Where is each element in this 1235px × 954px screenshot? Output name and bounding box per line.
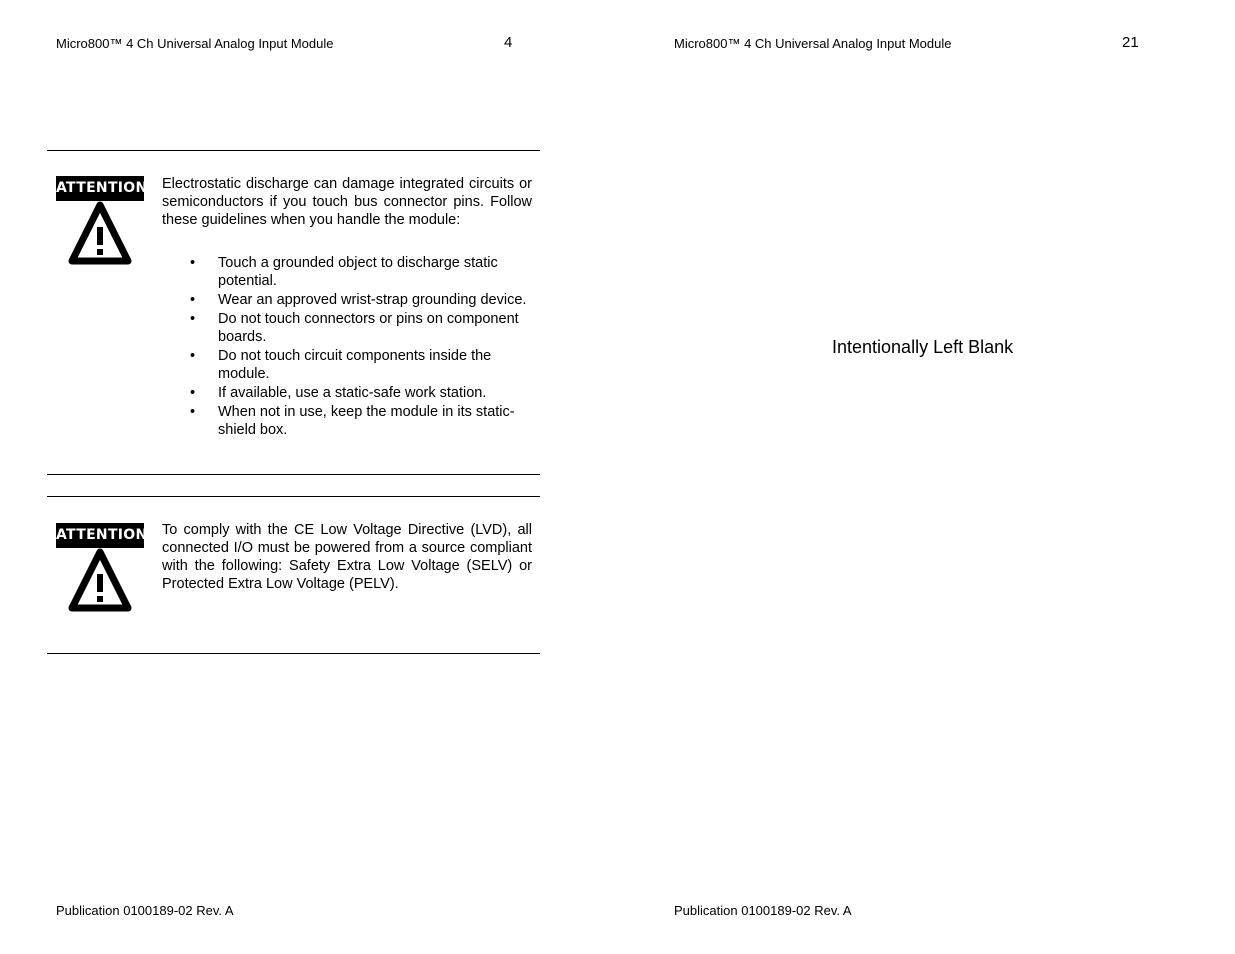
right-header-title: Micro800™ 4 Ch Universal Analog Input Module xyxy=(674,36,952,51)
list-item: • Do not touch circuit components inside the module. xyxy=(186,347,532,383)
notice-1-bottom-rule xyxy=(47,474,540,475)
attention-badge xyxy=(56,176,148,267)
left-header-title: Micro800™ 4 Ch Universal Analog Input Module xyxy=(56,36,334,51)
guidelines-list xyxy=(186,254,532,440)
attention-badge xyxy=(56,523,148,614)
list-item: • Touch a grounded object to discharge static potential. xyxy=(186,254,532,290)
list-item: • Wear an approved wrist-strap grounding device. xyxy=(186,291,532,309)
attention-label: ATTENTION xyxy=(56,176,144,201)
warning-triangle-icon xyxy=(68,201,132,267)
right-page-number: 21 xyxy=(1122,34,1139,51)
list-item: • If available, use a static-safe work station. xyxy=(186,384,532,402)
right-footer: Publication 0100189-02 Rev. A xyxy=(674,903,852,918)
list-item: • Do not touch connectors or pins on component boards. xyxy=(186,310,532,346)
notice-2-bottom-rule xyxy=(47,653,540,654)
notice-2-top-rule xyxy=(47,496,540,497)
notice-2-text: To comply with the CE Low Voltage Directive (LVD), all connected I/O must be powered from a source compliant with the following: Safety Extra Low Voltage (SELV) or Protected Extra Low Voltage (PELV). xyxy=(162,522,532,592)
intentionally-blank-text: Intentionally Left Blank xyxy=(832,337,1014,357)
notice-1-top-rule xyxy=(47,150,540,151)
left-page-number: 4 xyxy=(504,34,513,51)
warning-triangle-icon xyxy=(68,548,132,614)
notice-1-text: Electrostatic discharge can damage integrated circuits or semiconductors if you touch bus connector pins. Follow these guidelines when you handle the module: xyxy=(162,176,532,228)
list-item: • When not in use, keep the module in its static-shield box. xyxy=(186,403,532,439)
attention-label: ATTENTION xyxy=(56,523,144,548)
left-footer: Publication 0100189-02 Rev. A xyxy=(56,903,234,918)
